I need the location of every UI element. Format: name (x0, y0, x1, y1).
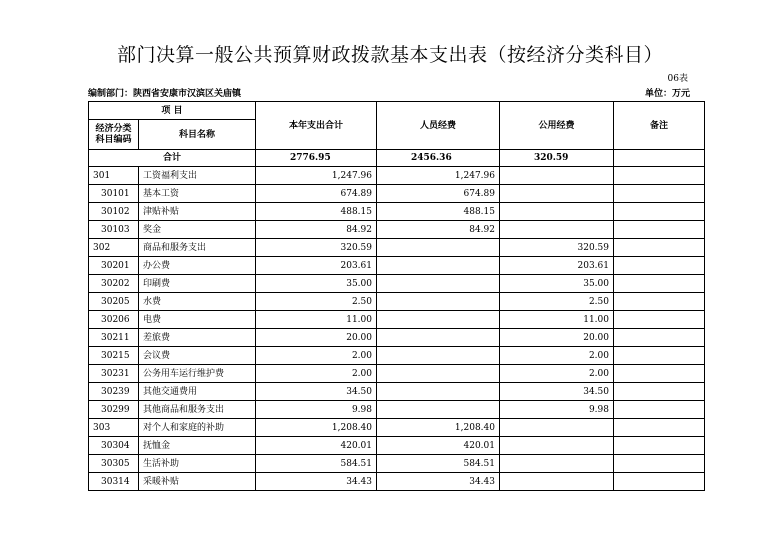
row-code: 30215 (89, 347, 139, 365)
row-personnel (377, 329, 500, 347)
row-personnel: 1,208.40 (377, 419, 500, 437)
row-public: 20.00 (500, 329, 614, 347)
row-total: 2.00 (256, 347, 377, 365)
org-info (88, 86, 241, 99)
row-remark (614, 239, 705, 257)
header-public: 公用经费 (500, 102, 614, 150)
row-total: 2.00 (256, 365, 377, 383)
row-total: 674.89 (256, 185, 377, 203)
header-total: 本年支出合计 (256, 102, 377, 150)
row-code: 30211 (89, 329, 139, 347)
row-public (500, 221, 614, 239)
unit-info (645, 86, 690, 99)
header-personnel: 人员经费 (377, 102, 500, 150)
row-personnel (377, 293, 500, 311)
row-code: 30205 (89, 293, 139, 311)
row-public: 2.00 (500, 365, 614, 383)
row-name: 办公费 (139, 257, 256, 275)
row-total: 34.50 (256, 383, 377, 401)
row-name: 差旅费 (139, 329, 256, 347)
row-code: 30206 (89, 311, 139, 329)
summary-row (89, 150, 705, 167)
row-code: 30231 (89, 365, 139, 383)
row-total: 1,208.40 (256, 419, 377, 437)
table-row (89, 203, 705, 221)
row-code: 30299 (89, 401, 139, 419)
table-row (89, 329, 705, 347)
row-personnel (377, 383, 500, 401)
row-personnel (377, 257, 500, 275)
row-remark (614, 419, 705, 437)
row-total: 584.51 (256, 455, 377, 473)
summary-remark (614, 150, 705, 167)
table-row (89, 239, 705, 257)
summary-label: 合计 (89, 150, 256, 167)
row-personnel (377, 311, 500, 329)
row-code: 30101 (89, 185, 139, 203)
table-row (89, 401, 705, 419)
form-number: 06表 (667, 74, 688, 84)
row-total: 1,247.96 (256, 167, 377, 185)
table-row (89, 473, 705, 491)
row-personnel: 674.89 (377, 185, 500, 203)
header-item-group: 项 目 (89, 102, 256, 120)
table-row (89, 167, 705, 185)
table-row (89, 185, 705, 203)
row-remark (614, 167, 705, 185)
row-name: 电费 (139, 311, 256, 329)
table-row (89, 257, 705, 275)
row-personnel: 34.43 (377, 473, 500, 491)
row-public: 203.61 (500, 257, 614, 275)
row-code: 30239 (89, 383, 139, 401)
row-name: 会议费 (139, 347, 256, 365)
row-personnel (377, 365, 500, 383)
row-total: 34.43 (256, 473, 377, 491)
header-row-1 (89, 102, 705, 120)
row-personnel (377, 347, 500, 365)
row-personnel (377, 401, 500, 419)
summary-public: 320.59 (500, 150, 614, 167)
unit-value: 万元 (671, 89, 690, 99)
row-public: 9.98 (500, 401, 614, 419)
row-personnel (377, 239, 500, 257)
row-name: 其他交通费用 (139, 383, 256, 401)
row-name: 抚恤金 (139, 437, 256, 455)
row-personnel: 1,247.96 (377, 167, 500, 185)
row-code: 30201 (89, 257, 139, 275)
row-code: 30305 (89, 455, 139, 473)
row-code: 302 (89, 239, 139, 257)
row-name: 津贴补贴 (139, 203, 256, 221)
row-remark (614, 275, 705, 293)
row-name: 对个人和家庭的补助 (139, 419, 256, 437)
row-remark (614, 203, 705, 221)
row-remark (614, 257, 705, 275)
row-code: 30304 (89, 437, 139, 455)
row-code: 30102 (89, 203, 139, 221)
table-row (89, 383, 705, 401)
row-name: 采暖补贴 (139, 473, 256, 491)
row-total: 203.61 (256, 257, 377, 275)
row-total: 420.01 (256, 437, 377, 455)
table-row (89, 365, 705, 383)
table-row (89, 455, 705, 473)
row-code: 30103 (89, 221, 139, 239)
row-public (500, 203, 614, 221)
table-row (89, 293, 705, 311)
table-row (89, 275, 705, 293)
row-public (500, 473, 614, 491)
row-name: 公务用车运行维护费 (139, 365, 256, 383)
row-name: 商品和服务支出 (139, 239, 256, 257)
row-remark (614, 311, 705, 329)
row-public (500, 185, 614, 203)
row-code: 303 (89, 419, 139, 437)
row-remark (614, 437, 705, 455)
row-public: 2.00 (500, 347, 614, 365)
report-title: 部门决算一般公共预算财政拨款基本支出表（按经济分类科目） (116, 44, 663, 66)
row-remark (614, 473, 705, 491)
row-personnel: 488.15 (377, 203, 500, 221)
row-total: 320.59 (256, 239, 377, 257)
row-name: 生活补助 (139, 455, 256, 473)
row-total: 84.92 (256, 221, 377, 239)
row-name: 其他商品和服务支出 (139, 401, 256, 419)
table-row (89, 419, 705, 437)
row-name: 印刷费 (139, 275, 256, 293)
row-remark (614, 365, 705, 383)
row-code: 301 (89, 167, 139, 185)
unit-label: 单位： (644, 89, 672, 99)
header-remark: 备注 (614, 102, 705, 150)
row-total: 488.15 (256, 203, 377, 221)
row-total: 2.50 (256, 293, 377, 311)
summary-personnel: 2456.36 (377, 150, 500, 167)
row-name: 水费 (139, 293, 256, 311)
summary-total: 2776.95 (256, 150, 377, 167)
row-code: 30202 (89, 275, 139, 293)
row-name: 工资福利支出 (139, 167, 256, 185)
row-code: 30314 (89, 473, 139, 491)
row-remark (614, 221, 705, 239)
row-remark (614, 383, 705, 401)
row-remark (614, 347, 705, 365)
row-public (500, 167, 614, 185)
row-public: 35.00 (500, 275, 614, 293)
row-remark (614, 185, 705, 203)
table-row (89, 437, 705, 455)
row-personnel: 420.01 (377, 437, 500, 455)
row-remark (614, 293, 705, 311)
row-remark (614, 401, 705, 419)
row-remark (614, 455, 705, 473)
row-public: 11.00 (500, 311, 614, 329)
table-row (89, 347, 705, 365)
row-total: 11.00 (256, 311, 377, 329)
row-personnel: 84.92 (377, 221, 500, 239)
report-meta (88, 86, 690, 100)
expenditure-table (88, 101, 705, 491)
row-personnel (377, 275, 500, 293)
row-name: 奖金 (139, 221, 256, 239)
row-total: 35.00 (256, 275, 377, 293)
row-remark (614, 329, 705, 347)
org-label: 编制部门： (88, 89, 134, 99)
row-total: 20.00 (256, 329, 377, 347)
row-total: 9.98 (256, 401, 377, 419)
row-public: 320.59 (500, 239, 614, 257)
org-name: 陕西省安康市汉滨区关庙镇 (133, 89, 242, 99)
header-econ-code: 经济分类科目编码 (89, 120, 139, 150)
row-public (500, 419, 614, 437)
header-item-name: 科目名称 (139, 120, 256, 150)
row-public (500, 437, 614, 455)
table-row (89, 221, 705, 239)
row-public: 34.50 (500, 383, 614, 401)
row-public: 2.50 (500, 293, 614, 311)
row-name: 基本工资 (139, 185, 256, 203)
row-personnel: 584.51 (377, 455, 500, 473)
table-row (89, 311, 705, 329)
row-public (500, 455, 614, 473)
